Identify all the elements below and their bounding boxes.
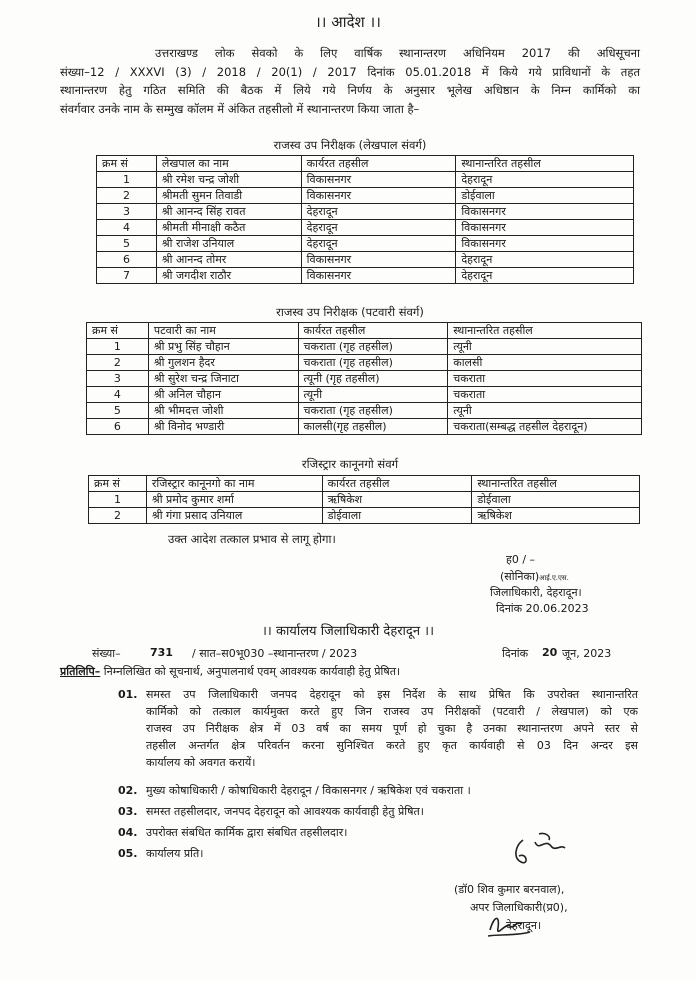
table-row [87,419,642,435]
table-caption-lekhpal: राजस्व उप निरीक्षक (लेखपाल संवर्ग) [273,138,427,152]
cell: चकराता (गृह तहसील) [298,355,448,371]
cell: 4 [87,387,149,403]
table-header-row [97,156,634,172]
cell: विकासनगर [301,268,456,284]
table-row [97,220,634,236]
table-row [89,508,640,524]
cell: विकासनगर [301,172,456,188]
intro-line: संख्या–12 / XXXVI (3) / 2018 / 20(1) / 2017 दिनांक 05.01.2018 में किये गये प्राविधानों के तहत [60,64,640,79]
cell: त्यूनी (गृह तहसील) [298,371,448,387]
cell: श्री अनिल चौहान [148,387,298,403]
signatory2-name: (डॉ0 शिव कुमार बरनवाल), [454,883,565,896]
copy-item-line: कार्मिको को तत्काल कार्यमुक्त करते हुए जिन राजस्व उप निरीक्षकों (पटवारी / लेखपाल) को एक [146,705,638,718]
table-row [87,371,642,387]
signatory-name [500,569,569,586]
cell: देहरादून [301,236,456,252]
table-header-row [89,476,640,492]
copy-item-number: 01. [118,688,138,701]
copy-item-line: कार्यालय को अवगत करायें। [146,756,256,769]
copy-item-line: उपरोक्त संबधित कार्मिक द्वारा संबधित तहसीलदार। [146,826,348,839]
ref-number: 731 [150,646,173,659]
order-title: ।। आदेश ।। [315,13,381,31]
cell: देहरादून [301,220,456,236]
header-cell: पटवारी का नाम [148,323,298,339]
copy-item-line: राजस्व उप निरीक्षक क्षेत्र में 03 वर्ष का समय पूर्ण हो चुका है उनका स्थानान्तरण अपने स्तर से [146,722,638,735]
intro-line: स्थानान्तरण हेतु गठित समिति की बैठक में लिये गये निर्णय के अनुसार भूलेख अधिष्ठान के निम्न कार्मिको का [60,83,640,97]
cell: 3 [87,371,149,387]
cell: त्यूनी [448,339,642,355]
reference-line [92,646,622,661]
copy-item-line: समस्त तहसीलदार, जनपद देहरादून को आवश्यक कार्यवाही हेतु प्रेषित। [146,805,424,818]
cell: श्री प्रमोद कुमार शर्मा [146,492,322,508]
signatory2-designation: अपर जिलाधिकारी(प्र0), [470,901,568,914]
table-row [97,236,634,252]
copy-item-number: 03. [118,805,138,818]
cell: त्यूनी [448,403,642,419]
copy-item-line: समस्त उप जिलाधिकारी जनपद देहरादून को इस निर्देश के साथ प्रेषित कि उपरोक्त स्थानान्तरित [146,688,638,701]
table-caption-patwari: राजस्व उप निरीक्षक (पटवारी संवर्ग) [276,305,424,319]
cell: 2 [87,355,149,371]
initials-signature [486,908,536,942]
ref-date-day: 20 [542,646,558,659]
copy-item-line: मुख्य कोषाधिकारी / कोषाधिकारी देहरादून / विकासनगर / ऋषिकेश एवं चकराता । [146,784,471,797]
copy-item-line: कार्यालय प्रति। [146,847,204,860]
cell: चकराता [448,371,642,387]
copy-item-line: तहसील अन्तर्गत क्षेत्र परिवर्तन करना सुनिश्चित करते हुए कृत कार्यवाही से 03 दिन अन्दर इस [146,739,638,752]
cell: देहरादून [456,252,634,268]
ref-label: संख्या– [92,647,121,660]
copy-label: प्रतिलिपि– [60,665,101,678]
lekhpal-table [96,155,634,284]
cell: 5 [87,403,149,419]
header-cell: रजिस्ट्रार कानूनगो का नाम [146,476,322,492]
cell: डोईवाला [322,508,472,524]
header-cell: लेखपाल का नाम [156,156,301,172]
cell: श्री जगदीश राठौर [156,268,301,284]
cell: विकासनगर [456,236,634,252]
cell: 1 [97,172,157,188]
effect-line: उक्त आदेश तत्काल प्रभाव से लागू होगा। [168,532,336,546]
cell: कालसी(गृह तहसील) [298,419,448,435]
table-caption-registrar: रजिस्ट्रार कानूनगो संवर्ग [301,457,399,471]
cell: श्री रमेश चन्द्र जोशी [156,172,301,188]
cell: 2 [97,188,157,204]
header-cell: क्रम सं [97,156,157,172]
cell: 6 [97,252,157,268]
header-cell: कार्यरत तहसील [301,156,456,172]
cell: डोईवाला [472,492,640,508]
signatory-date: दिनांक 20.06.2023 [496,602,589,615]
table-row [97,188,634,204]
intro-paragraph [60,44,640,118]
cell: डोईवाला [456,188,634,204]
header-cell: स्थानान्तरित तहसील [448,323,642,339]
header-cell: क्रम सं [89,476,147,492]
cell: 3 [97,204,157,220]
cell: 2 [89,508,147,524]
header-cell: स्थानान्तरित तहसील [456,156,634,172]
table-row [87,403,642,419]
cell: 4 [97,220,157,236]
ref-date-label: दिनांक [502,647,529,660]
table-row [97,172,634,188]
header-cell: क्रम सं [87,323,149,339]
signatory-name-suffix: आई.ए.एस. [539,574,569,582]
cell: श्री गुलशन हैदर [148,355,298,371]
copy-item-number: 02. [118,784,138,797]
cell: चकराता(सम्बद्ध तहसील देहरादून) [448,419,642,435]
cell: श्री आनन्द सिंह रावत [156,204,301,220]
cell: श्री राजेश उनियाल [156,236,301,252]
signatory-name-text: (सोनिका) [500,570,540,583]
office-header: ।। कार्यालय जिलाधिकारी देहरादून ।। [261,624,435,639]
registrar-table [88,475,640,524]
cell: देहरादून [301,204,456,220]
cell: श्री गंगा प्रसाद उनियाल [146,508,322,524]
ref-path: / सात–स0भू030 –स्थानान्तरण / 2023 [192,647,358,660]
table-row [97,268,634,284]
cell: कालसी [448,355,642,371]
cell: त्यूनी [298,387,448,403]
cell: 1 [87,339,149,355]
cell: देहरादून [456,268,634,284]
copy-item-number: 04. [118,826,138,839]
cell: विकासनगर [456,204,634,220]
signatory-designation: जिलाधिकारी, देहरादून। [490,586,582,599]
copy-intro [60,663,640,680]
intro-line: संवर्गवार उनके नाम के सम्मुख कॉलम में अंकित तहसीलो में स्थानान्तरण किया जाता है– [60,101,420,116]
cell: श्री सुरेश चन्द्र जिनाटा [148,371,298,387]
cell: 7 [97,268,157,284]
cell: श्री विनोद भण्डारी [148,419,298,435]
cell: श्री आनन्द तोमर [156,252,301,268]
ref-date-rest: जून, 2023 [562,647,612,660]
cell: ऋषिकेश [322,492,472,508]
cell: 5 [97,236,157,252]
header-cell: कार्यरत तहसील [298,323,448,339]
cell: ऋषिकेश [472,508,640,524]
copy-intro-text: निम्नलिखित को सूचनार्थ, अनुपालनार्थ एवम् आवश्यक कार्यवाही हेतु प्रेषित। [103,665,401,678]
table-row [97,252,634,268]
intro-line: उत्तराखण्ड लोक सेवको के लिए वार्षिक स्थानान्तरण अधिनियम 2017 की अधिसूचना [155,46,640,60]
handwritten-signature [505,832,575,878]
table-header-row [87,323,642,339]
patwari-table [86,322,642,435]
table-row [87,355,642,371]
signatory2-place: देहरादून। [506,919,542,932]
cell: श्रीमती मीनाक्षी कठैत [156,220,301,236]
cell: 6 [87,419,149,435]
signature-mark: ह0 / – [506,553,536,566]
table-row [87,387,642,403]
table-row [89,492,640,508]
table-row [97,204,634,220]
copy-item-number: 05. [118,847,138,860]
table-row [87,339,642,355]
cell: विकासनगर [301,188,456,204]
cell: विकासनगर [456,220,634,236]
cell: श्री भीमदत्त जोशी [148,403,298,419]
header-cell: स्थानान्तरित तहसील [472,476,640,492]
cell: 1 [89,492,147,508]
header-cell: कार्यरत तहसील [322,476,472,492]
cell: देहरादून [456,172,634,188]
cell: विकासनगर [301,252,456,268]
cell: चकराता (गृह तहसील) [298,403,448,419]
cell: चकराता (गृह तहसील) [298,339,448,355]
cell: श्री प्रभु सिंह चौहान [148,339,298,355]
cell: श्रीमती सुमन तिवाडी [156,188,301,204]
cell: चकराता [448,387,642,403]
